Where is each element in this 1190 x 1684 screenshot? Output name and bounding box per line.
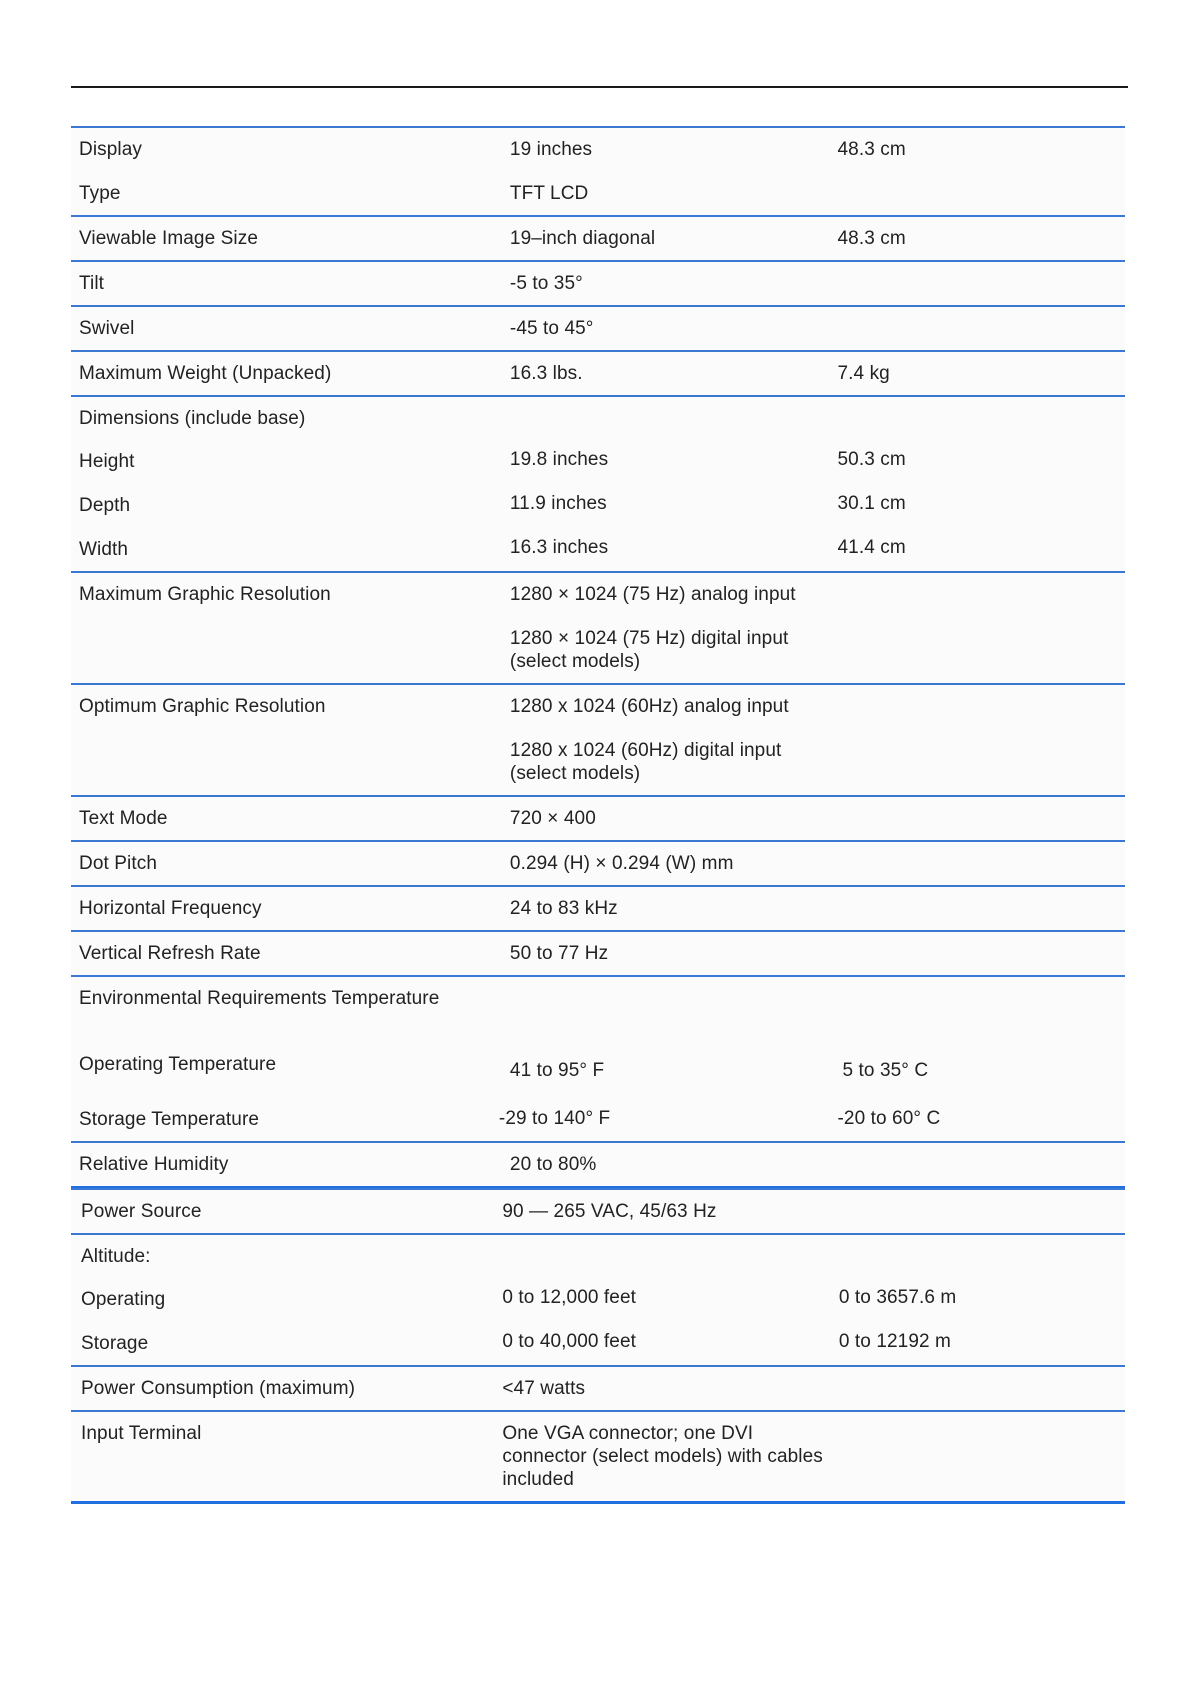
spec-label: Altitude: — [81, 1246, 151, 1267]
spec-label: Dimensions (include base) — [79, 408, 306, 429]
spec-row-environmental-temperature — [71, 976, 1125, 1142]
spec-value: connector (select models) with cables — [502, 1446, 823, 1467]
spec-row-optimum-graphic-resolution — [71, 684, 1125, 796]
spec-value: TFT LCD — [509, 183, 589, 204]
spec-value: 11.9 inches — [509, 493, 607, 514]
spec-value: 1280 × 1024 (75 Hz) analog input — [509, 584, 796, 605]
spec-metric: 41.4 cm — [837, 537, 906, 558]
spec-label: Tilt — [79, 273, 105, 294]
spec-metric — [837, 317, 1117, 340]
spec-row-text-mode — [71, 796, 1125, 841]
spec-row-maximum-graphic-resolution — [71, 572, 1125, 684]
spec-row-dot-pitch — [71, 841, 1125, 886]
spec-label: Power Consumption (maximum) — [81, 1378, 356, 1399]
spec-label: Maximum Graphic Resolution — [79, 584, 331, 605]
spec-label: Swivel — [79, 318, 135, 339]
spec-metric — [837, 897, 1117, 920]
spec-row-horizontal-frequency — [71, 886, 1125, 931]
spec-row-viewable-image-size — [71, 216, 1125, 261]
spec-label: Display — [79, 139, 142, 160]
spec-label: Input Terminal — [81, 1423, 202, 1444]
spec-metric — [837, 1153, 1117, 1176]
spec-label: Type — [79, 183, 121, 204]
spec-row-relative-humidity — [71, 1142, 1125, 1189]
spec-metric — [837, 852, 1117, 875]
spec-label: Power Source — [81, 1201, 202, 1222]
spec-value — [502, 1245, 823, 1268]
spec-row-tilt — [71, 261, 1125, 306]
spec-metric — [837, 987, 1117, 1010]
spec-value: -29 to 140° F — [498, 1108, 611, 1129]
spec-label: Dot Pitch — [79, 853, 157, 874]
spec-metric: 0 to 12192 m — [838, 1331, 951, 1352]
spec-value: 0 to 12,000 feet — [502, 1287, 637, 1308]
spec-value: included — [502, 1469, 574, 1490]
spec-value: (select models) — [509, 763, 641, 784]
specifications-table-continued — [71, 1188, 1125, 1504]
spec-value: 90 — 265 VAC, 45/63 Hz — [502, 1201, 717, 1222]
spec-metric — [839, 1200, 1117, 1223]
spec-metric: 50.3 cm — [837, 449, 906, 470]
spec-metric — [837, 272, 1117, 295]
spec-value: 50 to 77 Hz — [509, 943, 609, 964]
spec-metric: 7.4 kg — [837, 363, 890, 384]
spec-row-altitude — [71, 1234, 1125, 1366]
spec-label: Environmental Requirements Temperature — [79, 988, 440, 1009]
spec-label: Operating Temperature — [79, 1054, 277, 1075]
spec-metric: 30.1 cm — [837, 493, 906, 514]
spec-label: Vertical Refresh Rate — [79, 943, 261, 964]
spec-metric — [837, 407, 1117, 430]
spec-label: Maximum Weight (Unpacked) — [79, 363, 332, 384]
spec-value: 0.294 (H) × 0.294 (W) mm — [509, 853, 734, 874]
spec-value: <47 watts — [502, 1378, 586, 1399]
spec-metric — [839, 1245, 1117, 1268]
spec-row-swivel — [71, 306, 1125, 351]
spec-value: One VGA connector; one DVI — [502, 1423, 754, 1444]
specifications-table — [71, 126, 1125, 1191]
spec-metric — [839, 1377, 1117, 1400]
spec-row-input-terminal — [71, 1411, 1125, 1503]
spec-value: -45 to 45° — [509, 318, 594, 339]
spec-value: 1280 x 1024 (60Hz) analog input — [509, 696, 789, 717]
spec-value: 1280 × 1024 (75 Hz) digital input — [509, 628, 789, 649]
spec-value — [510, 407, 822, 430]
spec-row-dimensions — [71, 396, 1125, 572]
spec-row-display — [71, 127, 1125, 216]
spec-metric — [837, 942, 1117, 965]
spec-label: Optimum Graphic Resolution — [79, 696, 326, 717]
spec-row-power-consumption — [71, 1366, 1125, 1411]
spec-label: Operating — [81, 1289, 166, 1310]
spec-value: 20 to 80% — [509, 1154, 597, 1175]
spec-label: Relative Humidity — [79, 1154, 229, 1175]
spec-metric — [837, 807, 1117, 830]
spec-metric — [837, 182, 1117, 205]
spec-value: 19.8 inches — [509, 449, 609, 470]
spec-label: Storage — [81, 1333, 149, 1354]
spec-label: Horizontal Frequency — [79, 898, 262, 919]
spec-metric: 0 to 3657.6 m — [838, 1287, 957, 1308]
spec-value: 19–inch diagonal — [509, 228, 656, 249]
spec-label: Storage Temperature — [79, 1109, 260, 1130]
spec-value: 16.3 lbs. — [509, 363, 583, 384]
header-rule — [71, 86, 1128, 88]
spec-label: Depth — [79, 495, 131, 516]
spec-value: 19 inches — [509, 139, 593, 160]
spec-value: 41 to 95° F — [509, 1060, 605, 1081]
spec-value — [510, 987, 822, 1010]
spec-value: 16.3 inches — [509, 537, 609, 558]
spec-value: 720 × 400 — [509, 808, 596, 829]
spec-metric: -20 to 60° C — [837, 1108, 941, 1129]
spec-metric: 5 to 35° C — [842, 1060, 929, 1081]
spec-value: (select models) — [509, 651, 641, 672]
spec-row-power-source — [71, 1189, 1125, 1234]
spec-value: 24 to 83 kHz — [509, 898, 618, 919]
spec-label: Height — [79, 451, 135, 472]
spec-label: Width — [79, 539, 129, 560]
spec-value: 0 to 40,000 feet — [502, 1331, 637, 1352]
spec-value: -5 to 35° — [509, 273, 583, 294]
spec-row-maximum-weight — [71, 351, 1125, 396]
spec-metric: 48.3 cm — [837, 139, 906, 160]
spec-label: Text Mode — [79, 808, 168, 829]
spec-row-vertical-refresh-rate — [71, 931, 1125, 976]
spec-label: Viewable Image Size — [79, 228, 258, 249]
spec-metric: 48.3 cm — [837, 228, 906, 249]
spec-value: 1280 x 1024 (60Hz) digital input — [509, 740, 782, 761]
